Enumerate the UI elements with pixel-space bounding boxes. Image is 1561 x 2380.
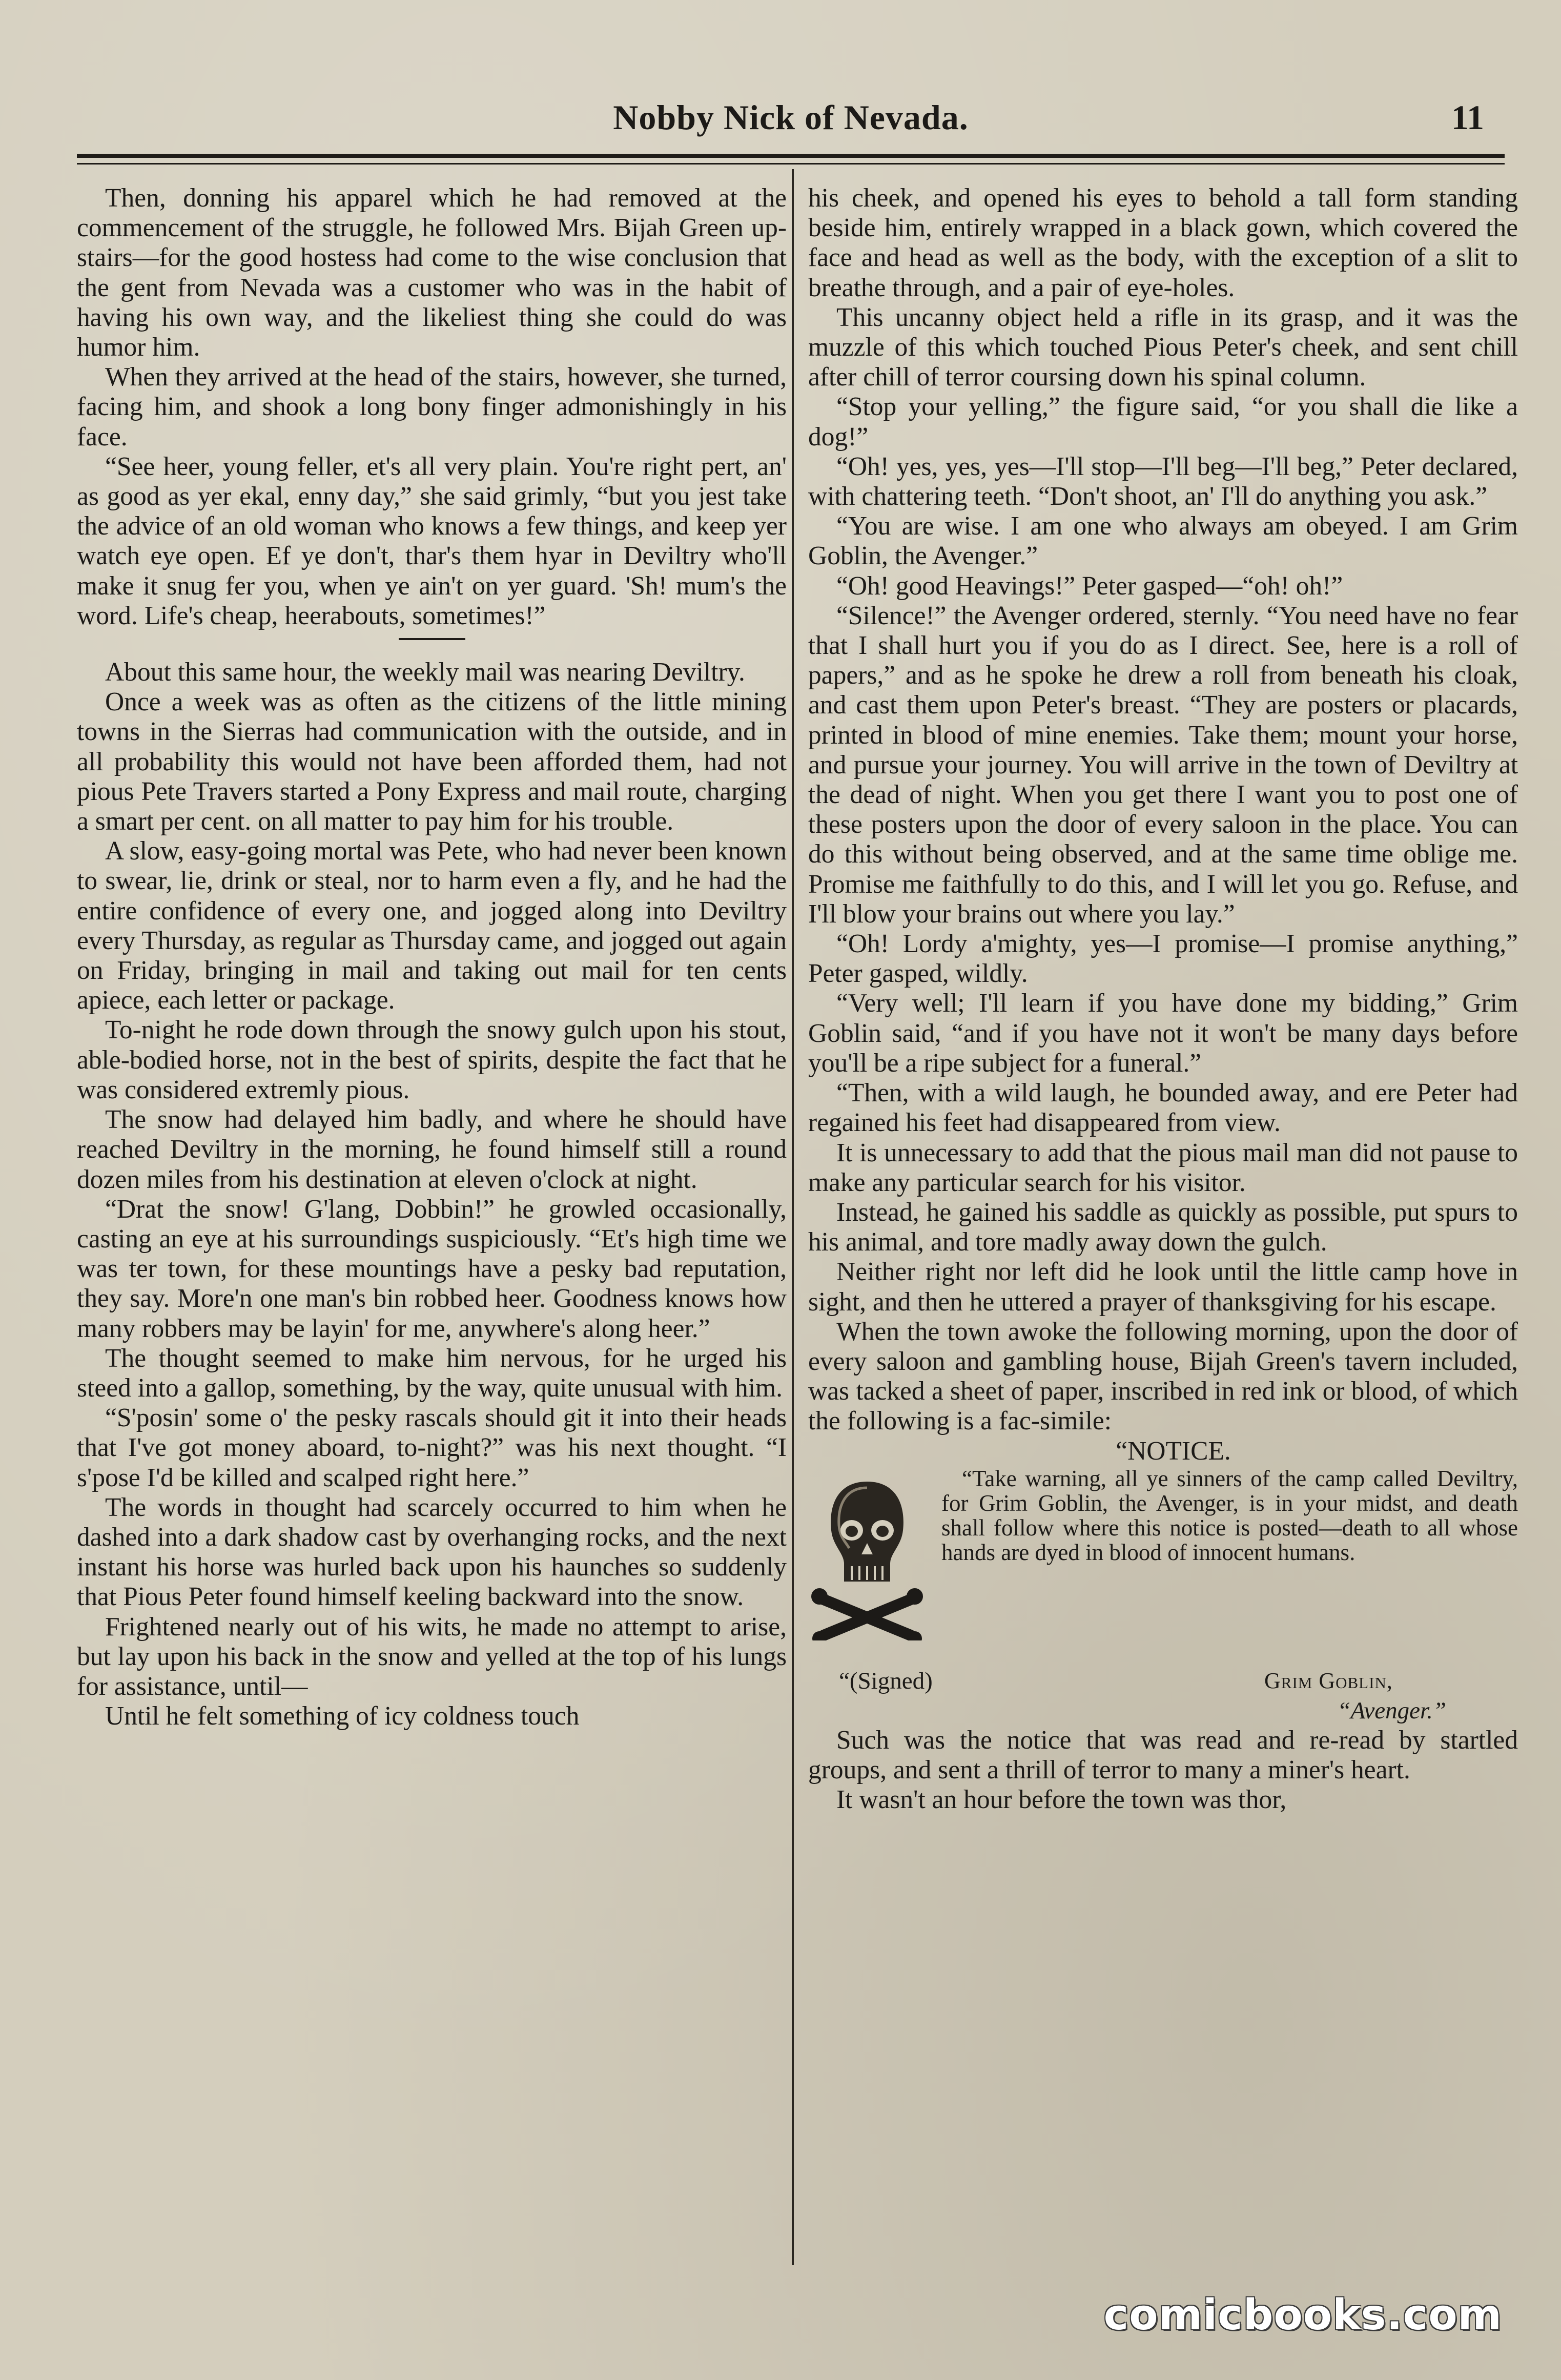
- paragraph: his cheek, and opened his eyes to behold a tall form standing beside him, entirely wrapped in a black gown, which covered the face and head as well as the body, with the exception of a slit to breathe through, and a pair of eye-holes.: [808, 183, 1518, 302]
- notice-box: [808, 1466, 1518, 1666]
- paragraph: When they arrived at the head of the stairs, however, she turned, facing him, and shook a long bony finger admonishingly in his face.: [77, 362, 787, 452]
- paragraph: “You are wise. I am one who always am obeyed. I am Grim Goblin, the Avenger.”: [808, 511, 1518, 571]
- paragraph: It wasn't an hour before the town was thor,: [836, 1784, 1287, 1814]
- paragraph: “Very well; I'll learn if you have done my bidding,” Grim Goblin said, “and if you have not it won't be many days before you'll be a ripe subject for a funeral.”: [808, 989, 1518, 1078]
- signer-title-row: [808, 1696, 1518, 1726]
- paragraph: “S'posin' some o' the pesky rascals should git it into their heads that I've got money aboard, to-night?” was his next thought. “I s'pose I'd be killed and scalped right here.”: [77, 1403, 787, 1492]
- paragraph: “Silence!” the Avenger ordered, sternly. “You need have no fear that I shall hurt you if you do as I direct. See, here is a roll of papers,” and as he spoke he drew a roll from beneath his cloak, and cast them upon Peter's breast. “They are posters or placards, printed in blood of mine enemies. Take them; mount your horse, and pursue your journey. You will arrive in the town of Deviltry at the dead of night. When you get there I want you to post one of these posters upon the door of every saloon in the place. You can do this without being observed, and at the same time oblige me. Promise me faithfully to do this, and I will let you go. Refuse, and I'll blow your brains out where you lay.”: [808, 601, 1518, 929]
- paragraph: Frightened nearly out of his wits, he made no attempt to arise, but lay upon his back in the snow and yelled at the top of his lungs for assistance, until—: [77, 1612, 787, 1701]
- paragraph: The thought seemed to make him nervous, for he urged his steed into a gallop, something, by the way, quite unusual with him.: [77, 1343, 787, 1403]
- signer-name: Grim Goblin,: [1264, 1668, 1393, 1693]
- paragraph: About this same hour, the weekly mail was nearing Deviltry.: [105, 658, 745, 687]
- paragraph: “See heer, young feller, et's all very plain. You're right pert, an' as good as yer ekal, enny day,” she said grimly, “but you jest take the advice of an old woman who knows a few things, and keep yer watch eye open. Ef ye don't, thar's them hyar in Deviltry who'll make it snug fer you, when ye ain't on yer guard. 'Sh! mum's the word. Life's cheap, heerabouts, sometimes!”: [77, 452, 787, 630]
- signature-row: [808, 1666, 1518, 1696]
- page-number: 11: [1451, 98, 1484, 137]
- paragraph: Such was the notice that was read and re-read by startled groups, and sent a thrill of terror to many a miner's heart.: [808, 1725, 1518, 1784]
- paragraph: “Then, with a wild laugh, he bounded away, and ere Peter had regained his feet had disappeared from view.: [808, 1078, 1518, 1138]
- column-divider: [792, 169, 794, 2265]
- paragraph: The words in thought had scarcely occurred to him when he dashed into a dark shadow cast by overhanging rocks, and the next instant his horse was hurled back upon his haunches so suddenly that Pious Peter found himself keeling backward into the snow.: [77, 1492, 787, 1612]
- paragraph: Once a week was as often as the citizens of the little mining towns in the Sierras had communication with the outside, and in all probability this would not have been afforded them, had not pious Pete Travers started a Pony Express and mail route, charging a smart per cent. on all matter to pay him for his trouble.: [77, 687, 787, 836]
- paragraph: Then, donning his apparel which he had removed at the commencement of the struggle, he followed Mrs. Bijah Green up-stairs—for the good hostess had come to the wise conclusion that the gent from Nevada was a customer who was in the habit of having his own way, and the likeliest thing she could do was humor him.: [77, 183, 787, 362]
- paragraph: A slow, easy-going mortal was Pete, who had never been known to swear, lie, drink or steal, nor to harm even a fly, and he had the entire confidence of every one, and jogged along into Deviltry every Thursday, as regular as Thursday came, and jogged out again on Friday, bringing in mail and taking out mail for ten cents apiece, each letter or package.: [77, 836, 787, 1015]
- paragraph: “Oh! Lordy a'mighty, yes—I promise—I promise anything,” Peter gasped, wildly.: [808, 929, 1518, 989]
- running-title: Nobby Nick of Nevada.: [613, 98, 969, 137]
- paragraph: This uncanny object held a rifle in its grasp, and it was the muzzle of this which touched Pious Peter's cheek, and sent chill after chill of terror coursing down his spinal column.: [808, 302, 1518, 392]
- signed-label: “(Signed): [839, 1667, 933, 1694]
- signer-title: “Avenger.”: [1337, 1697, 1446, 1724]
- right-column: [808, 183, 1518, 1815]
- paragraph: “Oh! yes, yes, yes—I'll stop—I'll beg—I'll beg,” Peter declared, with chattering teeth. “Don't shoot, an' I'll do anything you ask.”: [808, 452, 1518, 511]
- skull-and-crossbones-icon: [808, 1471, 926, 1640]
- paragraph: It is unnecessary to add that the pious mail man did not pause to make any particular search for his visitor.: [808, 1138, 1518, 1197]
- paragraph: When the town awoke the following morning, upon the door of every saloon and gambling house, Bijah Green's tavern included, was tacked a sheet of paper, inscribed in red ink or blood, of which the following is a fac-simile:: [808, 1317, 1518, 1436]
- paragraph: Instead, he gained his saddle as quickly as possible, put spurs to his animal, and tore madly away down the gulch.: [808, 1197, 1518, 1257]
- header-rule: [77, 154, 1505, 165]
- left-column: [77, 183, 787, 1731]
- paragraph: “Stop your yelling,” the figure said, “or you shall die like a dog!”: [808, 392, 1518, 452]
- section-separator: [399, 638, 465, 640]
- page-header: [77, 97, 1505, 138]
- paragraph: The snow had delayed him badly, and where he should have reached Deviltry in the morning, he found himself still a round dozen miles from his destination at eleven o'clock at night.: [77, 1105, 787, 1194]
- site-watermark: comicbooks.com: [1103, 2291, 1502, 2340]
- paragraph: To-night he rode down through the snowy gulch upon his stout, able-bodied horse, not in the best of spirits, despite the fact that he was considered extremly pious.: [77, 1015, 787, 1104]
- paragraph: Neither right nor left did he look until the little camp hove in sight, and then he uttered a prayer of thanksgiving for his escape.: [808, 1257, 1518, 1317]
- notice-body: “Take warning, all ye sinners of the camp called Deviltry, for Grim Goblin, the Avenger, is in your midst, and death shall follow where this notice is posted—death to all whose hands are dyed in blood of innocent humans.: [941, 1465, 1518, 1565]
- paragraph: “Oh! good Heavings!” Peter gasped—“oh! oh!”: [836, 571, 1343, 601]
- paragraph: “Drat the snow! G'lang, Dobbin!” he growled occasionally, casting an eye at his surroundings suspiciously. “Et's high time we was ter town, for these mountings have a pesky bad reputation, they say. More'n one man's bin robbed heer. Goodness knows how many robbers may be layin' for me, anywhere's along heer.”: [77, 1194, 787, 1343]
- paragraph: Until he felt something of icy coldness touch: [105, 1701, 580, 1731]
- notice-heading: “NOTICE.: [1116, 1436, 1231, 1466]
